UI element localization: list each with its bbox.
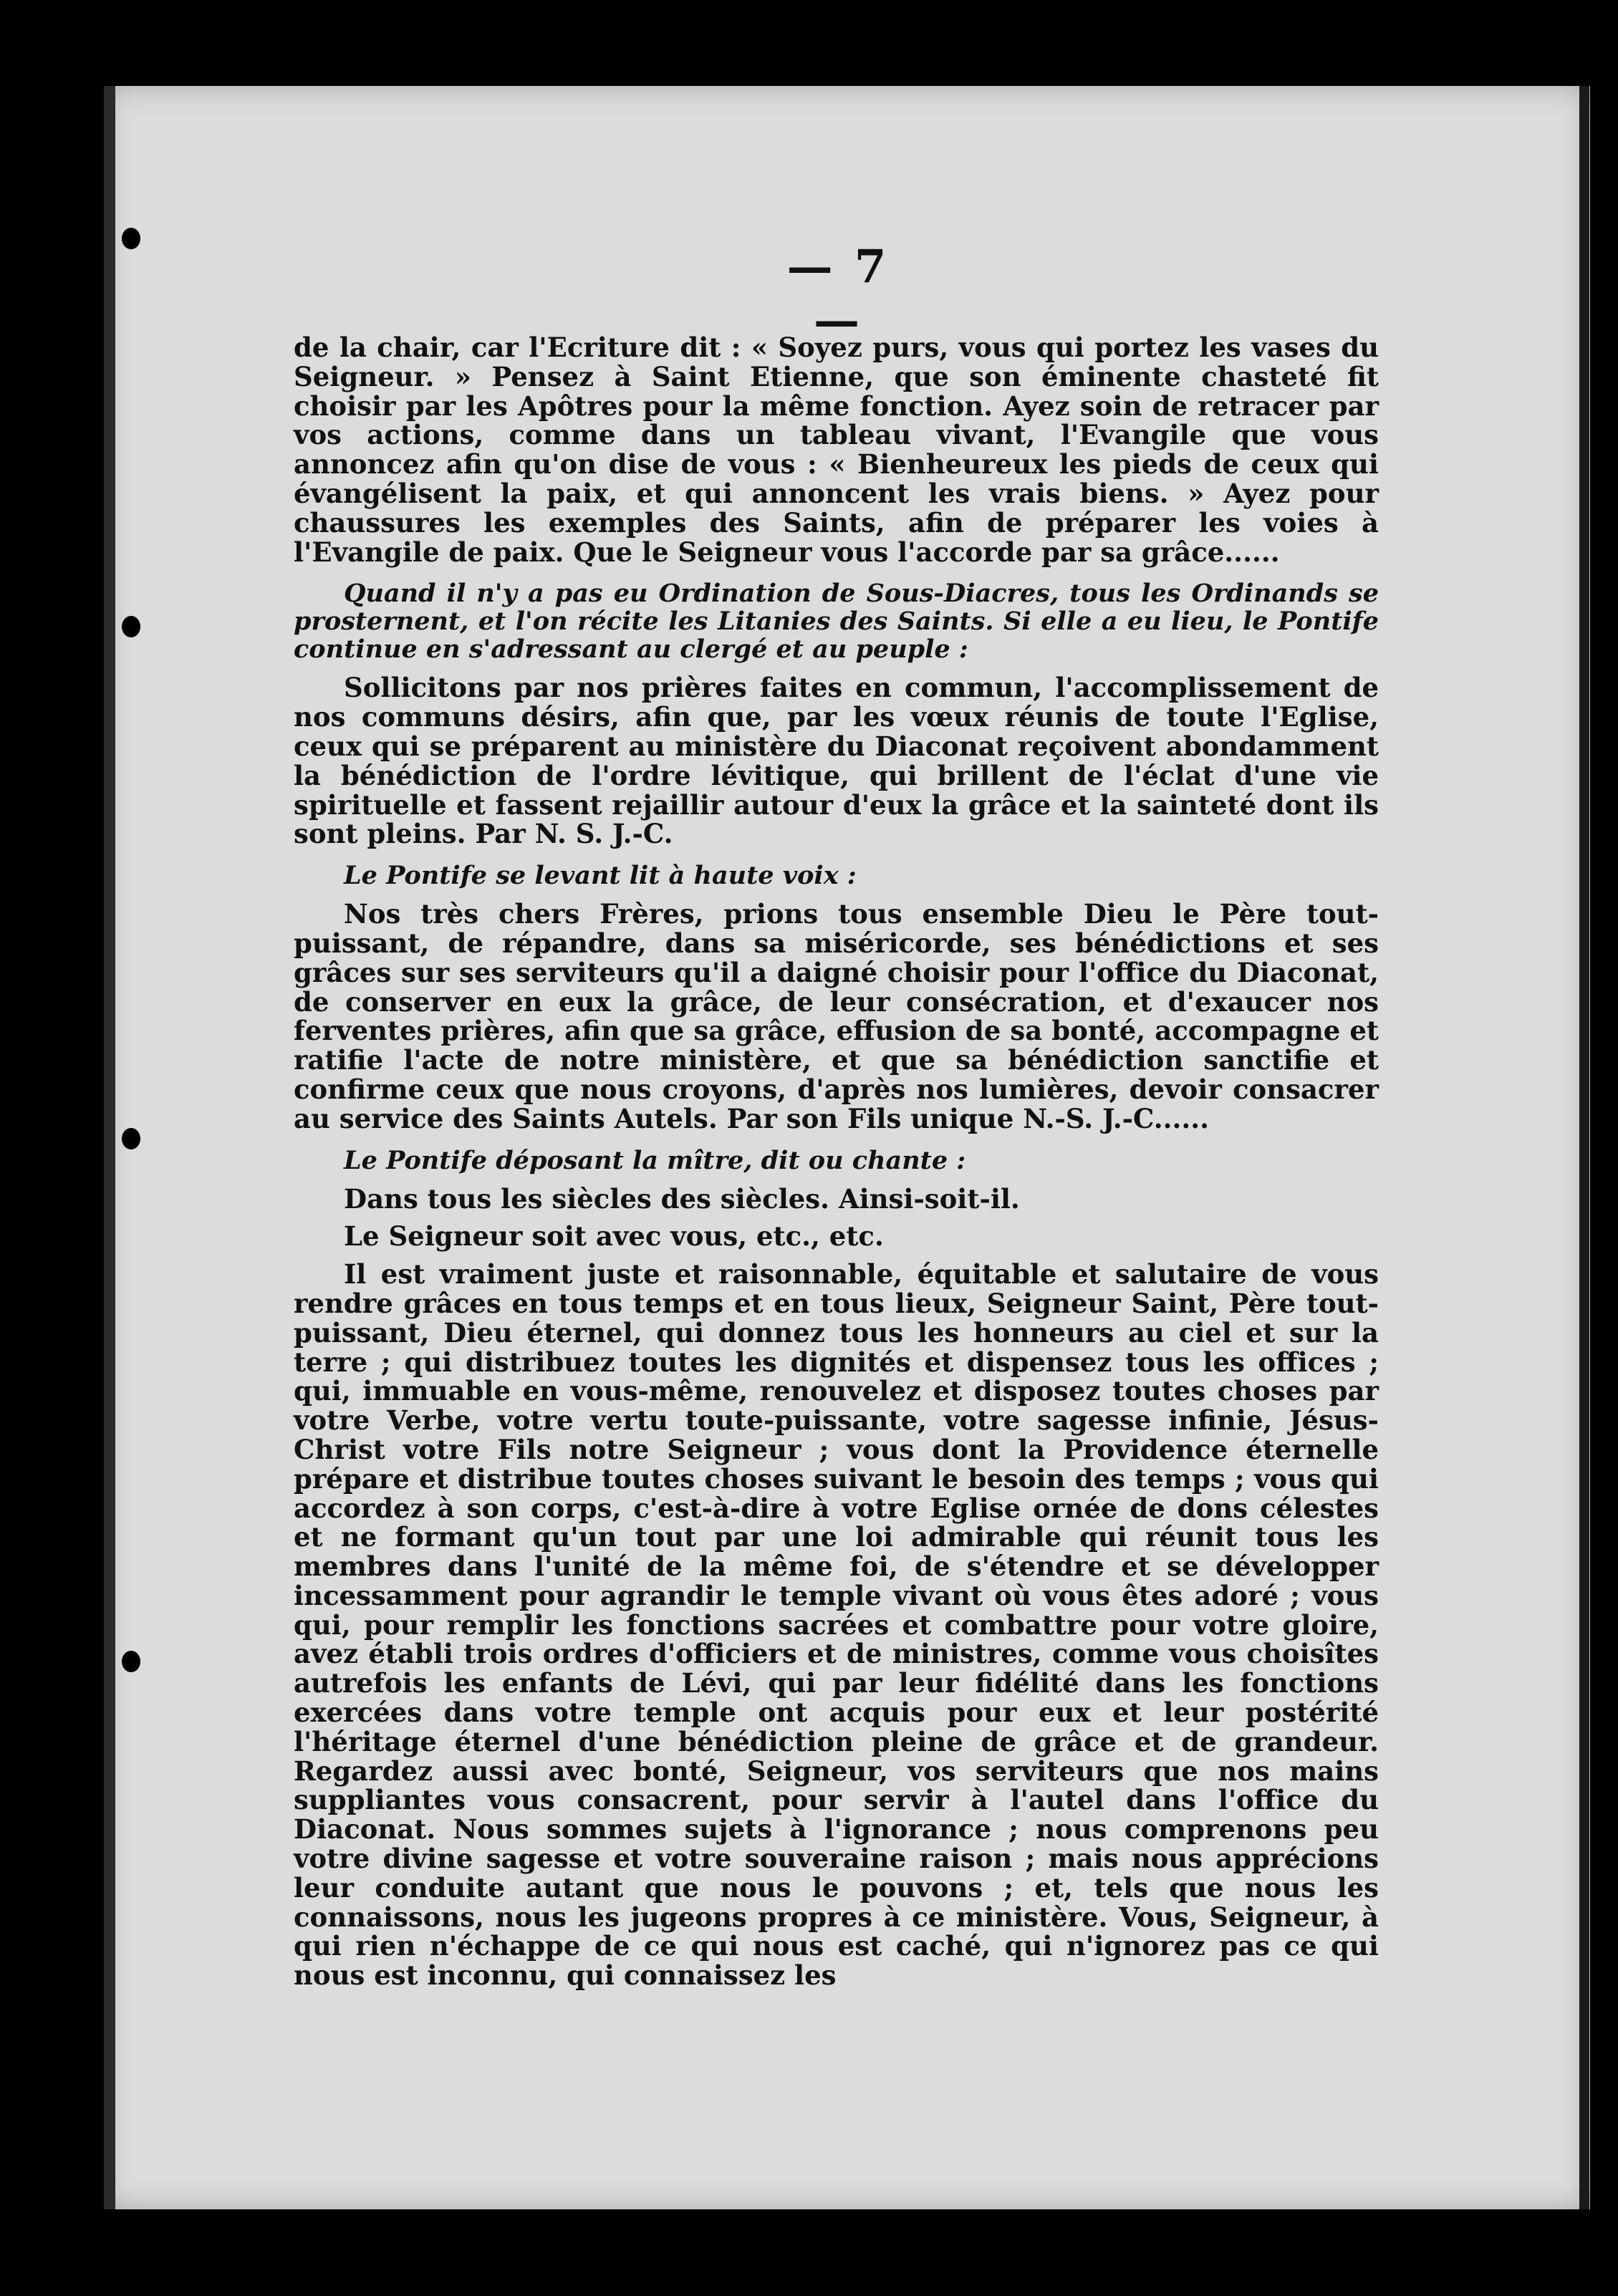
rubric-instruction: Le Pontife déposant la mître, dit ou chante : bbox=[344, 1145, 966, 1175]
rubric-instruction: Le Pontife se levant lit à haute voix : bbox=[344, 861, 857, 891]
binding-hole-mark bbox=[122, 1128, 140, 1149]
binding-hole-mark bbox=[122, 228, 140, 249]
paragraph: de la chair, car l'Ecriture dit : « Soyez purs, vous qui portez les vases du Seigneur. » Pensez à Saint Etienne, que son éminente chasteté fit choisir par les Apôtres pour la même fonction. Ayez soin de retracer par vos actions, comme dans un tableau vivant, l'Evangile que vous annoncez afin qu'on dise de vous : « Bienheureux les pieds de ceux qui évangélisent la paix, et qui annoncent les vrais biens. » Ayez pour chaussures les exemples des Saints, afin de préparer les voies à l'Evangile de paix. Que le Seigneur vous l'accorde par sa grâce...... bbox=[294, 332, 1379, 568]
paragraph: Le Seigneur soit avec vous, etc., etc. bbox=[344, 1220, 884, 1253]
paragraph: Il est vraiment juste et raisonnable, équitable et salutaire de vous rendre grâces en tous temps et en tous lieux, Seigneur Saint, Père tout-puissant, Dieu éternel, qui donnez tous les honneurs au ciel et sur la terre ; qui distribuez toutes les dignités et dispensez tous les offices ; qui, immuable en vous-même, renouvelez et disposez toutes choses par votre Verbe, votre vertu toute-puissante, votre sagesse infinie, Jésus-Christ votre Fils notre Seigneur ; vous dont la Providence éternelle prépare et distribue toutes choses suivant le besoin des temps ; vous qui accordez à son corps, c'est-à-dire à votre Eglise ornée de dons célestes et ne formant qu'un tout par une loi admirable qui réunit tous les membres dans l'unité de la même foi, de s'étendre et se développer incessamment pour agrandir le temple vivant où vous êtes adoré ; vous qui, pour remplir les fonctions sacrées et combattre pour votre gloire, avez établi trois ordres d'officiers et de ministres, comme vous choisîtes autrefois les enfants de Lévi, qui par leur fidélité dans les fonctions exercées dans votre temple ont acquis pour eux et leur postérité l'héritage éternel d'une bénédiction pleine de grâce et de grandeur. Regardez aussi avec bonté, Seigneur, vos serviteurs que nos mains suppliantes vous consacrent, pour servir à l'autel dans l'office du Diaconat. Nous sommes sujets à l'ignorance ; nous comprenons peu votre divine sagesse et votre souveraine raison ; mais nous apprécions leur conduite autant que nous le pouvons ; et, tels que nous les connaissons, nous les jugeons propres à ce ministère. Vous, Seigneur, à qui rien n'échappe de ce qui nous est caché, qui n'ignorez pas ce qui nous est inconnu, qui connaissez les bbox=[294, 1258, 1379, 1992]
page-text bbox=[294, 333, 1379, 1996]
binding-hole-mark bbox=[122, 1651, 140, 1672]
paragraph: Dans tous les siècles des siècles. Ainsi-soit-il. bbox=[344, 1182, 1020, 1215]
page-number: — 7 — bbox=[786, 240, 890, 347]
paragraph: Sollicitons par nos prières faites en commun, l'accomplissement de nos communs désirs, afin que, par les vœux réunis de toute l'Eglise, ceux qui se préparent au ministère du Diaconat reçoivent abondamment la bénédiction de l'ordre lévitique, qui brillent de l'éclat d'une vie spirituelle et fassent rejaillir autour d'eux la grâce et la sainteté dont ils sont pleins. Par N. S. J.-C. bbox=[294, 672, 1379, 850]
rubric-instruction: Quand il n'y a pas eu Ordination de Sous-Diacres, tous les Ordinands se prosternent, et l'on récite les Litanies des Saints. Si elle a eu lieu, le Pontife continue en s'adressant au clergé et au peuple : bbox=[294, 579, 1379, 665]
page-spine-edge bbox=[104, 86, 115, 2209]
binding-hole-mark bbox=[122, 616, 140, 637]
paragraph: Nos très chers Frères, prions tous ensemble Dieu le Père tout-puissant, de répandre, dans sa miséricorde, ses bénédictions et ses grâces sur ses serviteurs qu'il a daigné choisir pour l'office du Diaconat, de conserver en eux la grâce, de leur consécration, et d'exaucer nos ferventes prières, afin que sa grâce, effusion de sa bonté, accompagne et ratifie l'acte de notre ministère, et que sa bénédiction sanctifie et confirme ceux que nous croyons, d'après nos lumières, devoir consacrer au service des Saints Autels. Par son Fils unique N.-S. J.-C...... bbox=[294, 898, 1379, 1134]
page-right-edge bbox=[1579, 86, 1589, 2209]
